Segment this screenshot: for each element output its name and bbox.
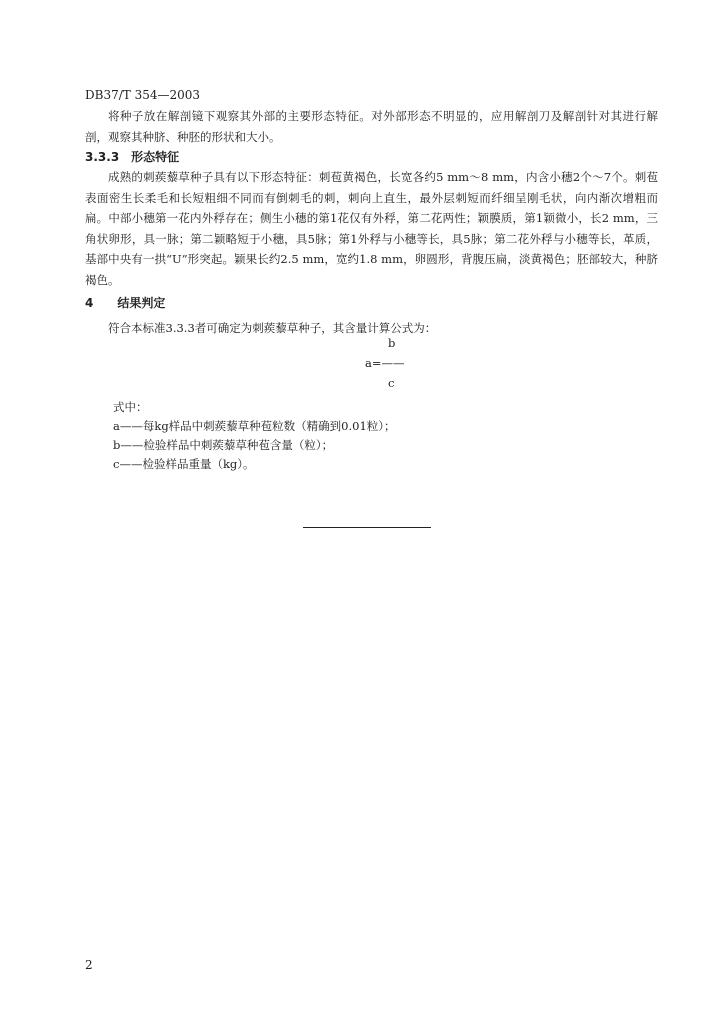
- page-number: 2: [85, 958, 93, 972]
- intro-paragraph: 将种子放在解剖镜下观察其外部的主要形态特征。对外部形态不明显的，应用解剖刀及解剖针对其进行解剖，观察其种脐、种胚的形状和大小。: [85, 109, 658, 144]
- section-number: 3.3.3: [85, 150, 120, 164]
- formula-numerator: b: [388, 336, 396, 350]
- end-rule: [303, 527, 431, 528]
- judgement-paragraph: 符合本标准3.3.3者可确定为刺蒺藜草种子，其含量计算公式为：: [108, 321, 437, 335]
- section-heading-4: [85, 294, 165, 311]
- definition-c: c——检验样品重量（kg）。: [113, 457, 255, 471]
- section-title: 形态特征: [131, 150, 180, 164]
- formula-denominator: c: [388, 376, 395, 390]
- definition-b: b——检验样品中刺蒺藜草种苞含量（粒）；: [113, 438, 334, 452]
- formula-lhs: a=——: [365, 356, 405, 370]
- section-heading-3-3-3: [85, 148, 179, 165]
- section-title: 结果判定: [117, 296, 166, 310]
- section-number: 4: [85, 296, 94, 310]
- definitions-intro: 式中：: [113, 400, 148, 414]
- document-code-header: DB37/T 354—2003: [85, 88, 201, 102]
- definition-a: a——每kg样品中刺蒺藜草种苞粒数（精确到0.01粒）；: [113, 419, 396, 433]
- morphology-paragraph: 成熟的刺蒺藜草种子具有以下形态特征：刺苞黄褐色，长宽各约5 mm～8 mm，内含小穗2个～7个。刺苞表面密生长柔毛和长短粗细不同而有倒刺毛的刺，刺向上直生，最外层刺短而纤细呈刚毛状，向内渐次增粗而扁。中部小穗第一花内外稃存在；侧生小穗的第1花仅有外稃，第二花两性；颖膜质，第1颖微小，长2 mm，三角状卵形，具一脉；第二颖略短于小穗，具5脉；第1外稃与小穗等长，具5脉；第二花外稃与小穗等长，革质，基部中央有一拱“U”形突起。颖果长约2.5 mm，宽约1.8 mm，卵圆形，背腹压扁，淡黄褐色；胚部较大，种脐褐色。: [85, 170, 658, 287]
